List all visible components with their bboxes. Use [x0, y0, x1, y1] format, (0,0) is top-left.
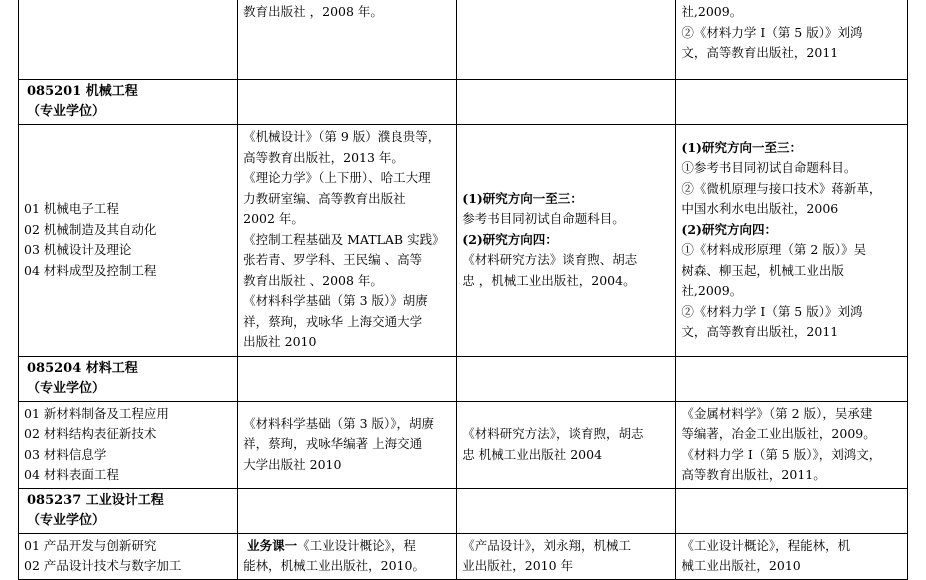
cell-empty: [457, 488, 676, 533]
text-line: 械工业出版社，2010: [681, 558, 801, 573]
text-line: 2002 年。: [243, 211, 304, 227]
text-line: 祥，蔡珣，戎咏华 上海交通大学: [243, 313, 423, 329]
direction-item: 01 产品开发与创新研究: [24, 537, 157, 553]
text-line: 张若青、罗学科、王民编 、高等: [243, 252, 423, 268]
text-line: 祥，蔡珣，戎咏华编著 上海交通: [243, 436, 423, 452]
section-title: [19, 356, 238, 401]
subheading: (2)研究方向四：: [681, 221, 777, 237]
cell-books-1: [238, 124, 457, 356]
direction-item: 04 材料表面工程: [24, 467, 119, 482]
section-header-row: [19, 79, 908, 124]
reference-books-table: [18, 0, 908, 580]
cell-empty: [457, 356, 676, 401]
section-title: [19, 488, 238, 533]
cell-books-3: [676, 124, 908, 356]
table-row: [19, 124, 908, 356]
direction-item: 01 机械电子工程: [24, 201, 119, 216]
text-line: 《工业设计概论》，程能林，机: [681, 537, 851, 553]
section-code: 085237 工业设计工程: [27, 492, 164, 508]
degree-type: （专业学位）: [27, 512, 106, 528]
text-line: 能林，机械工业出版社，2010。: [243, 558, 425, 573]
cell-books-1: [238, 401, 457, 488]
cell-books-3: [676, 0, 908, 79]
text-line: 教育出版社 、2008 年。: [243, 272, 383, 288]
cell-empty: [457, 0, 676, 79]
direction-item: 02 机械制造及其自动化: [24, 221, 157, 237]
text-line: 出版社 2010: [243, 334, 317, 350]
cell-books-1: [238, 533, 457, 579]
text-line: 社,2009。: [681, 283, 743, 298]
text-line: 《材料研究方法》谈育煦、胡志: [462, 252, 638, 268]
text-line: 文，高等教育出版社，2011: [681, 324, 839, 339]
cell-books-1: [238, 0, 457, 79]
direction-item: 03 材料信息学: [24, 446, 107, 462]
cell-books-2: [457, 533, 676, 579]
section-code: 085201 机械工程: [27, 83, 138, 99]
text-line: ②《材料力学 I（第 5 版）》刘鸿: [681, 303, 863, 319]
directions-cell: [19, 401, 238, 488]
cell-empty: [676, 488, 908, 533]
text-line: 大学出版社 2010: [243, 456, 342, 472]
text-line: 忠 ，机械工业出版社，2004。: [462, 272, 636, 288]
text-line: 《材料力学 I（第 5 版）》，刘鸿文，: [681, 446, 882, 462]
direction-item: 01 新材料制备及工程应用: [24, 405, 169, 421]
text-line: ①《材料成形原理（第 2 版）》吴: [681, 242, 867, 257]
degree-type: （专业学位）: [27, 103, 106, 119]
text-line: 《金属材料学》（第 2 版），吴承建: [681, 405, 873, 421]
cell-empty: [238, 79, 457, 124]
cell-books-3: [676, 533, 908, 579]
text-line: 高等教育出版社，2011。: [681, 467, 826, 482]
direction-item: 02 产品设计技术与数字加工: [24, 558, 182, 573]
text-line: 忠 机械工业出版社 2004: [462, 446, 603, 462]
text-line: 文，高等教育出版社，2011: [681, 45, 839, 60]
text-line: 《产品设计》，刘永翔，机械工: [462, 537, 632, 553]
text-line: 《材料科学基础（第 3 版）》胡赓: [243, 293, 428, 309]
direction-item: 02 材料结构表征新技术: [24, 426, 157, 441]
cell-empty: [676, 356, 908, 401]
text-line: 力教研室编、高等教育出版社: [243, 190, 406, 206]
table-row: [19, 401, 908, 488]
text-line: 《材料研究方法》，谈育煦，胡志: [462, 426, 644, 441]
cell-books-2: [457, 124, 676, 356]
course-label: 业务课一: [247, 537, 298, 553]
cell-books-2: [457, 401, 676, 488]
directions-cell: [19, 124, 238, 356]
text-line: 中国水利水电出版社，2006: [681, 201, 839, 216]
cell-empty: [676, 79, 908, 124]
section-code: 085204 材料工程: [27, 360, 138, 376]
table-row: [19, 533, 908, 579]
cell-empty: [19, 0, 238, 79]
degree-type: （专业学位）: [27, 380, 106, 396]
cell-empty: [238, 356, 457, 401]
text-line: 《机械设计》（第 9 版）濮良贵等，: [243, 129, 441, 145]
text-line: 《材料科学基础（第 3 版）》，胡赓: [243, 415, 435, 431]
subheading: (1)研究方向一至三：: [681, 139, 802, 155]
text-line: 树森、柳玉起，机械工业出版: [681, 262, 844, 278]
text-line: 社,2009。: [681, 4, 743, 19]
table-row: [19, 0, 908, 79]
text-line: 《控制工程基础及 MATLAB 实践》: [243, 231, 445, 247]
text-line: ②《微机原理与接口技术》蒋新革，: [681, 180, 882, 196]
section-title: [19, 79, 238, 124]
text-line: 等编著，冶金工业出版社，2009。: [681, 426, 876, 441]
subheading: (1)研究方向一至三：: [462, 190, 583, 206]
text-line: ②《材料力学 I（第 5 版）》刘鸿: [681, 24, 863, 40]
cell-empty: [238, 488, 457, 533]
text-line: 《理论力学》（上下册）、哈工大理: [243, 170, 431, 186]
text-line: 业出版社，2010 年: [462, 558, 574, 573]
text-line: 高等教育出版社，2013 年。: [243, 149, 404, 165]
section-header-row: [19, 488, 908, 533]
cell-books-3: [676, 401, 908, 488]
subheading: (2)研究方向四：: [462, 231, 558, 247]
cell-empty: [457, 79, 676, 124]
direction-item: 03 机械设计及理论: [24, 242, 132, 257]
text-line: 《工业设计概论》，程: [297, 537, 416, 553]
direction-item: 04 材料成型及控制工程: [24, 262, 157, 278]
directions-cell: [19, 533, 238, 579]
text-line: ①参考书目同初试自命题科目。: [681, 160, 857, 175]
section-header-row: [19, 356, 908, 401]
text-line: 教育出版社 ，2008 年。: [243, 4, 383, 19]
text-line: 参考书目同初试自命题科目。: [462, 211, 625, 227]
